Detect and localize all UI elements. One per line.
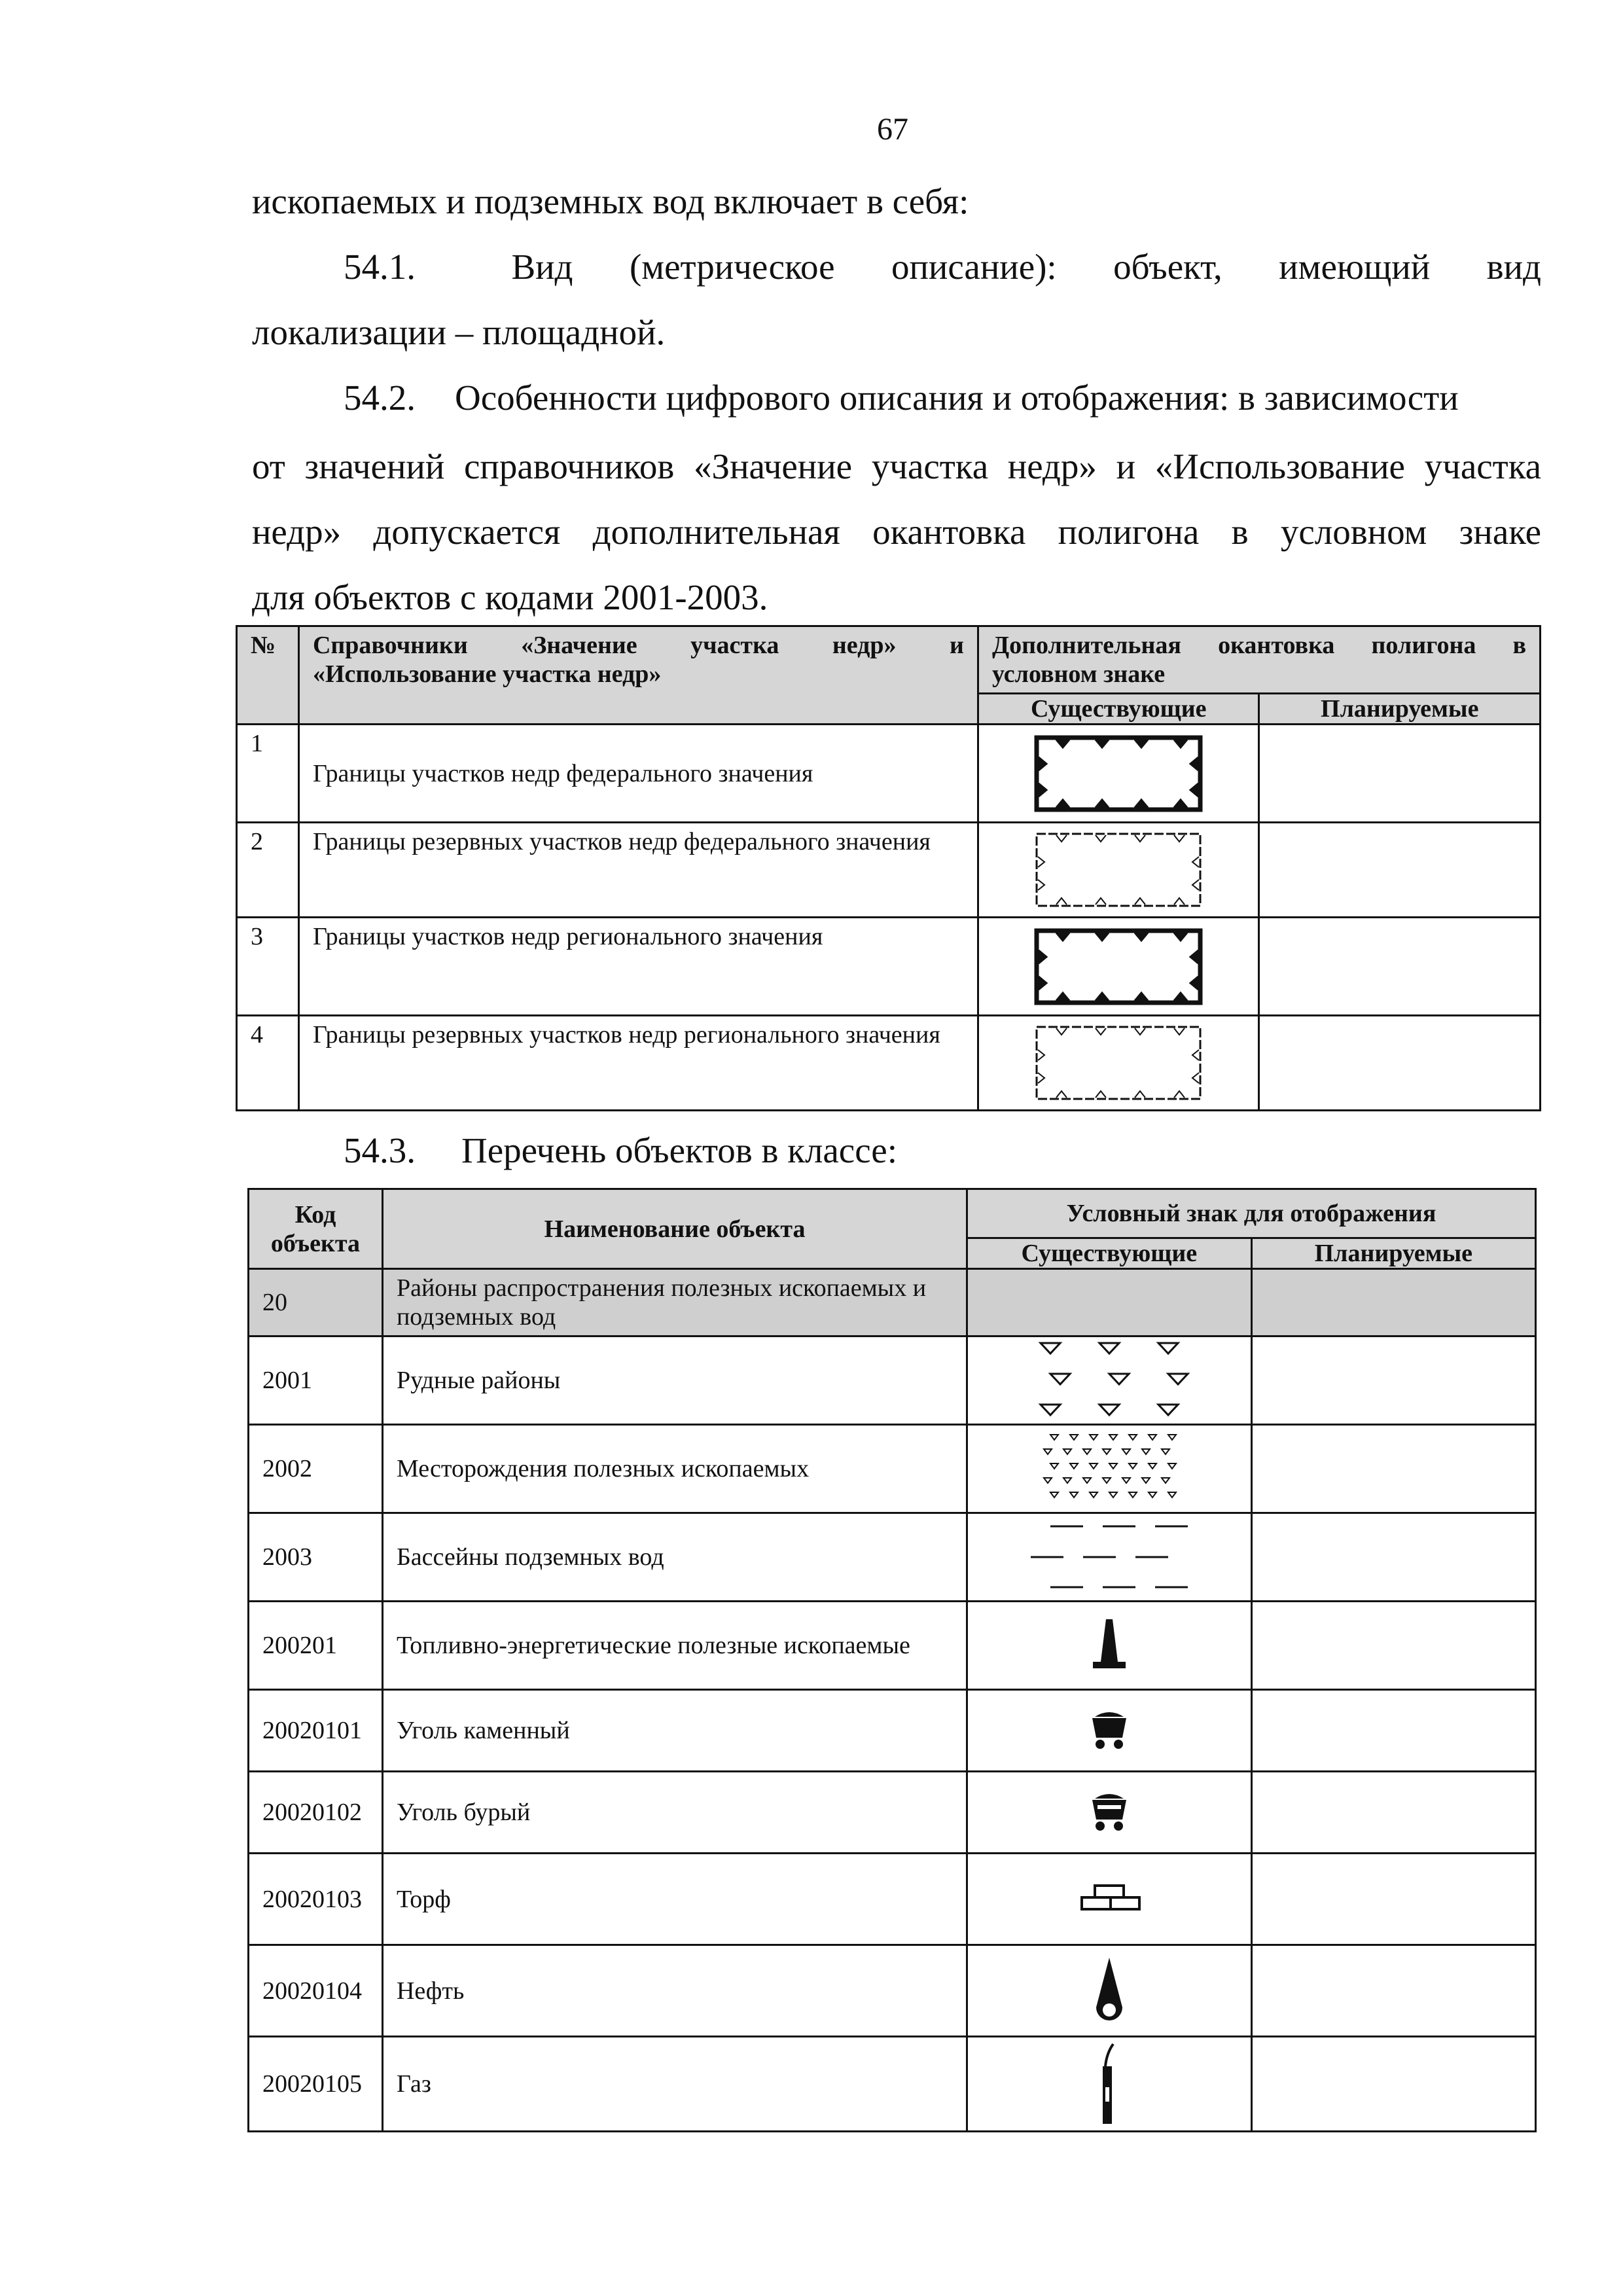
paragraph-54-2-line1: 54.2. Особенности цифрового описания и отображения: в зависимости bbox=[344, 378, 1459, 418]
col-header-border: Дополнительная окантовка полигона в условном знаке bbox=[978, 626, 1540, 694]
col-header-number: № bbox=[237, 626, 299, 725]
col-header-planned: Планируемые bbox=[1251, 1238, 1535, 1269]
paragraph-54-2-line4: для объектов с кодами 2001-2003. bbox=[252, 577, 768, 617]
paragraph-54-1-line1: 54.1. Вид (метрическое описание): объект, имеющий вид bbox=[344, 247, 1542, 287]
bold-toothed-frame-icon bbox=[1030, 924, 1207, 1009]
paragraph-54-1-line2: локализации – площадной. bbox=[252, 312, 666, 352]
dash-pattern-icon bbox=[1011, 1516, 1207, 1598]
table-row: 1 Границы участков недр федерального значения bbox=[237, 725, 1541, 823]
col-header-planned: Планируемые bbox=[1259, 694, 1541, 725]
col-header-existing: Существующие bbox=[967, 1238, 1252, 1269]
page-number: 67 bbox=[877, 112, 908, 147]
col-header-name: Наименование объекта bbox=[382, 1189, 967, 1269]
fuel-cone-icon bbox=[1083, 1616, 1135, 1675]
dense-triangle-pattern-icon bbox=[1011, 1428, 1207, 1510]
bold-toothed-frame-icon bbox=[1030, 731, 1207, 816]
col-header-symbol: Условный знак для отображения bbox=[967, 1189, 1536, 1238]
paragraph-54-3: 54.3. Перечень объектов в классе: bbox=[344, 1130, 897, 1170]
table-row: 4 Границы резервных участков недр регионального значения bbox=[237, 1016, 1541, 1111]
paragraph-54-2-line3: недр» допускается дополнительная окантовка полигона в условном знаке bbox=[252, 512, 1541, 552]
paragraph-number: 54.1. bbox=[344, 247, 416, 287]
peat-bricks-icon bbox=[1077, 1883, 1142, 1916]
col-header-existing: Существующие bbox=[978, 694, 1259, 725]
intro-line: ископаемых и подземных вод включает в себя: bbox=[252, 181, 969, 221]
thin-toothed-frame-icon bbox=[1030, 827, 1207, 912]
paragraph-number: 54.3. bbox=[344, 1130, 416, 1170]
object-class-table bbox=[247, 1188, 1537, 2132]
table-row: 2 Границы резервных участков недр федерального значения bbox=[237, 823, 1541, 918]
table-row: 20020104 Нефть bbox=[249, 1945, 1536, 2037]
paragraph-number: 54.2. bbox=[344, 378, 416, 418]
gas-flare-icon bbox=[1090, 2041, 1129, 2126]
triangle-pattern-icon bbox=[1011, 1338, 1207, 1423]
border-style-table bbox=[236, 625, 1541, 1111]
table-row: 20020105 Газ bbox=[249, 2037, 1536, 2132]
table-row: 2002 Месторождения полезных ископаемых bbox=[249, 1425, 1536, 1513]
table-row: 2001 Рудные районы bbox=[249, 1336, 1536, 1425]
table-row: 20020102 Уголь бурый bbox=[249, 1772, 1536, 1854]
table-row: 20020101 Уголь каменный bbox=[249, 1690, 1536, 1772]
table-row: 20 Районы распространения полезных ископаемых и подземных вод bbox=[249, 1269, 1536, 1336]
col-header-references: Справочники «Значение участка недр» и «Использование участка недр» bbox=[298, 626, 978, 725]
coal-cart-icon bbox=[1083, 1708, 1135, 1753]
table-row: 200201 Топливно-энергетические полезные ископаемые bbox=[249, 1602, 1536, 1690]
paragraph-54-2-line2: от значений справочников «Значение участка недр» и «Использование участка bbox=[252, 446, 1541, 486]
oil-drop-icon bbox=[1090, 1955, 1129, 2027]
thin-toothed-frame-icon bbox=[1030, 1020, 1207, 1105]
table-row: 20020103 Торф bbox=[249, 1854, 1536, 1945]
brown-coal-cart-icon bbox=[1083, 1789, 1135, 1835]
col-header-code: Код объекта bbox=[249, 1189, 383, 1269]
table-row: 2003 Бассейны подземных вод bbox=[249, 1513, 1536, 1602]
table-row: 3 Границы участков недр регионального значения bbox=[237, 918, 1541, 1016]
